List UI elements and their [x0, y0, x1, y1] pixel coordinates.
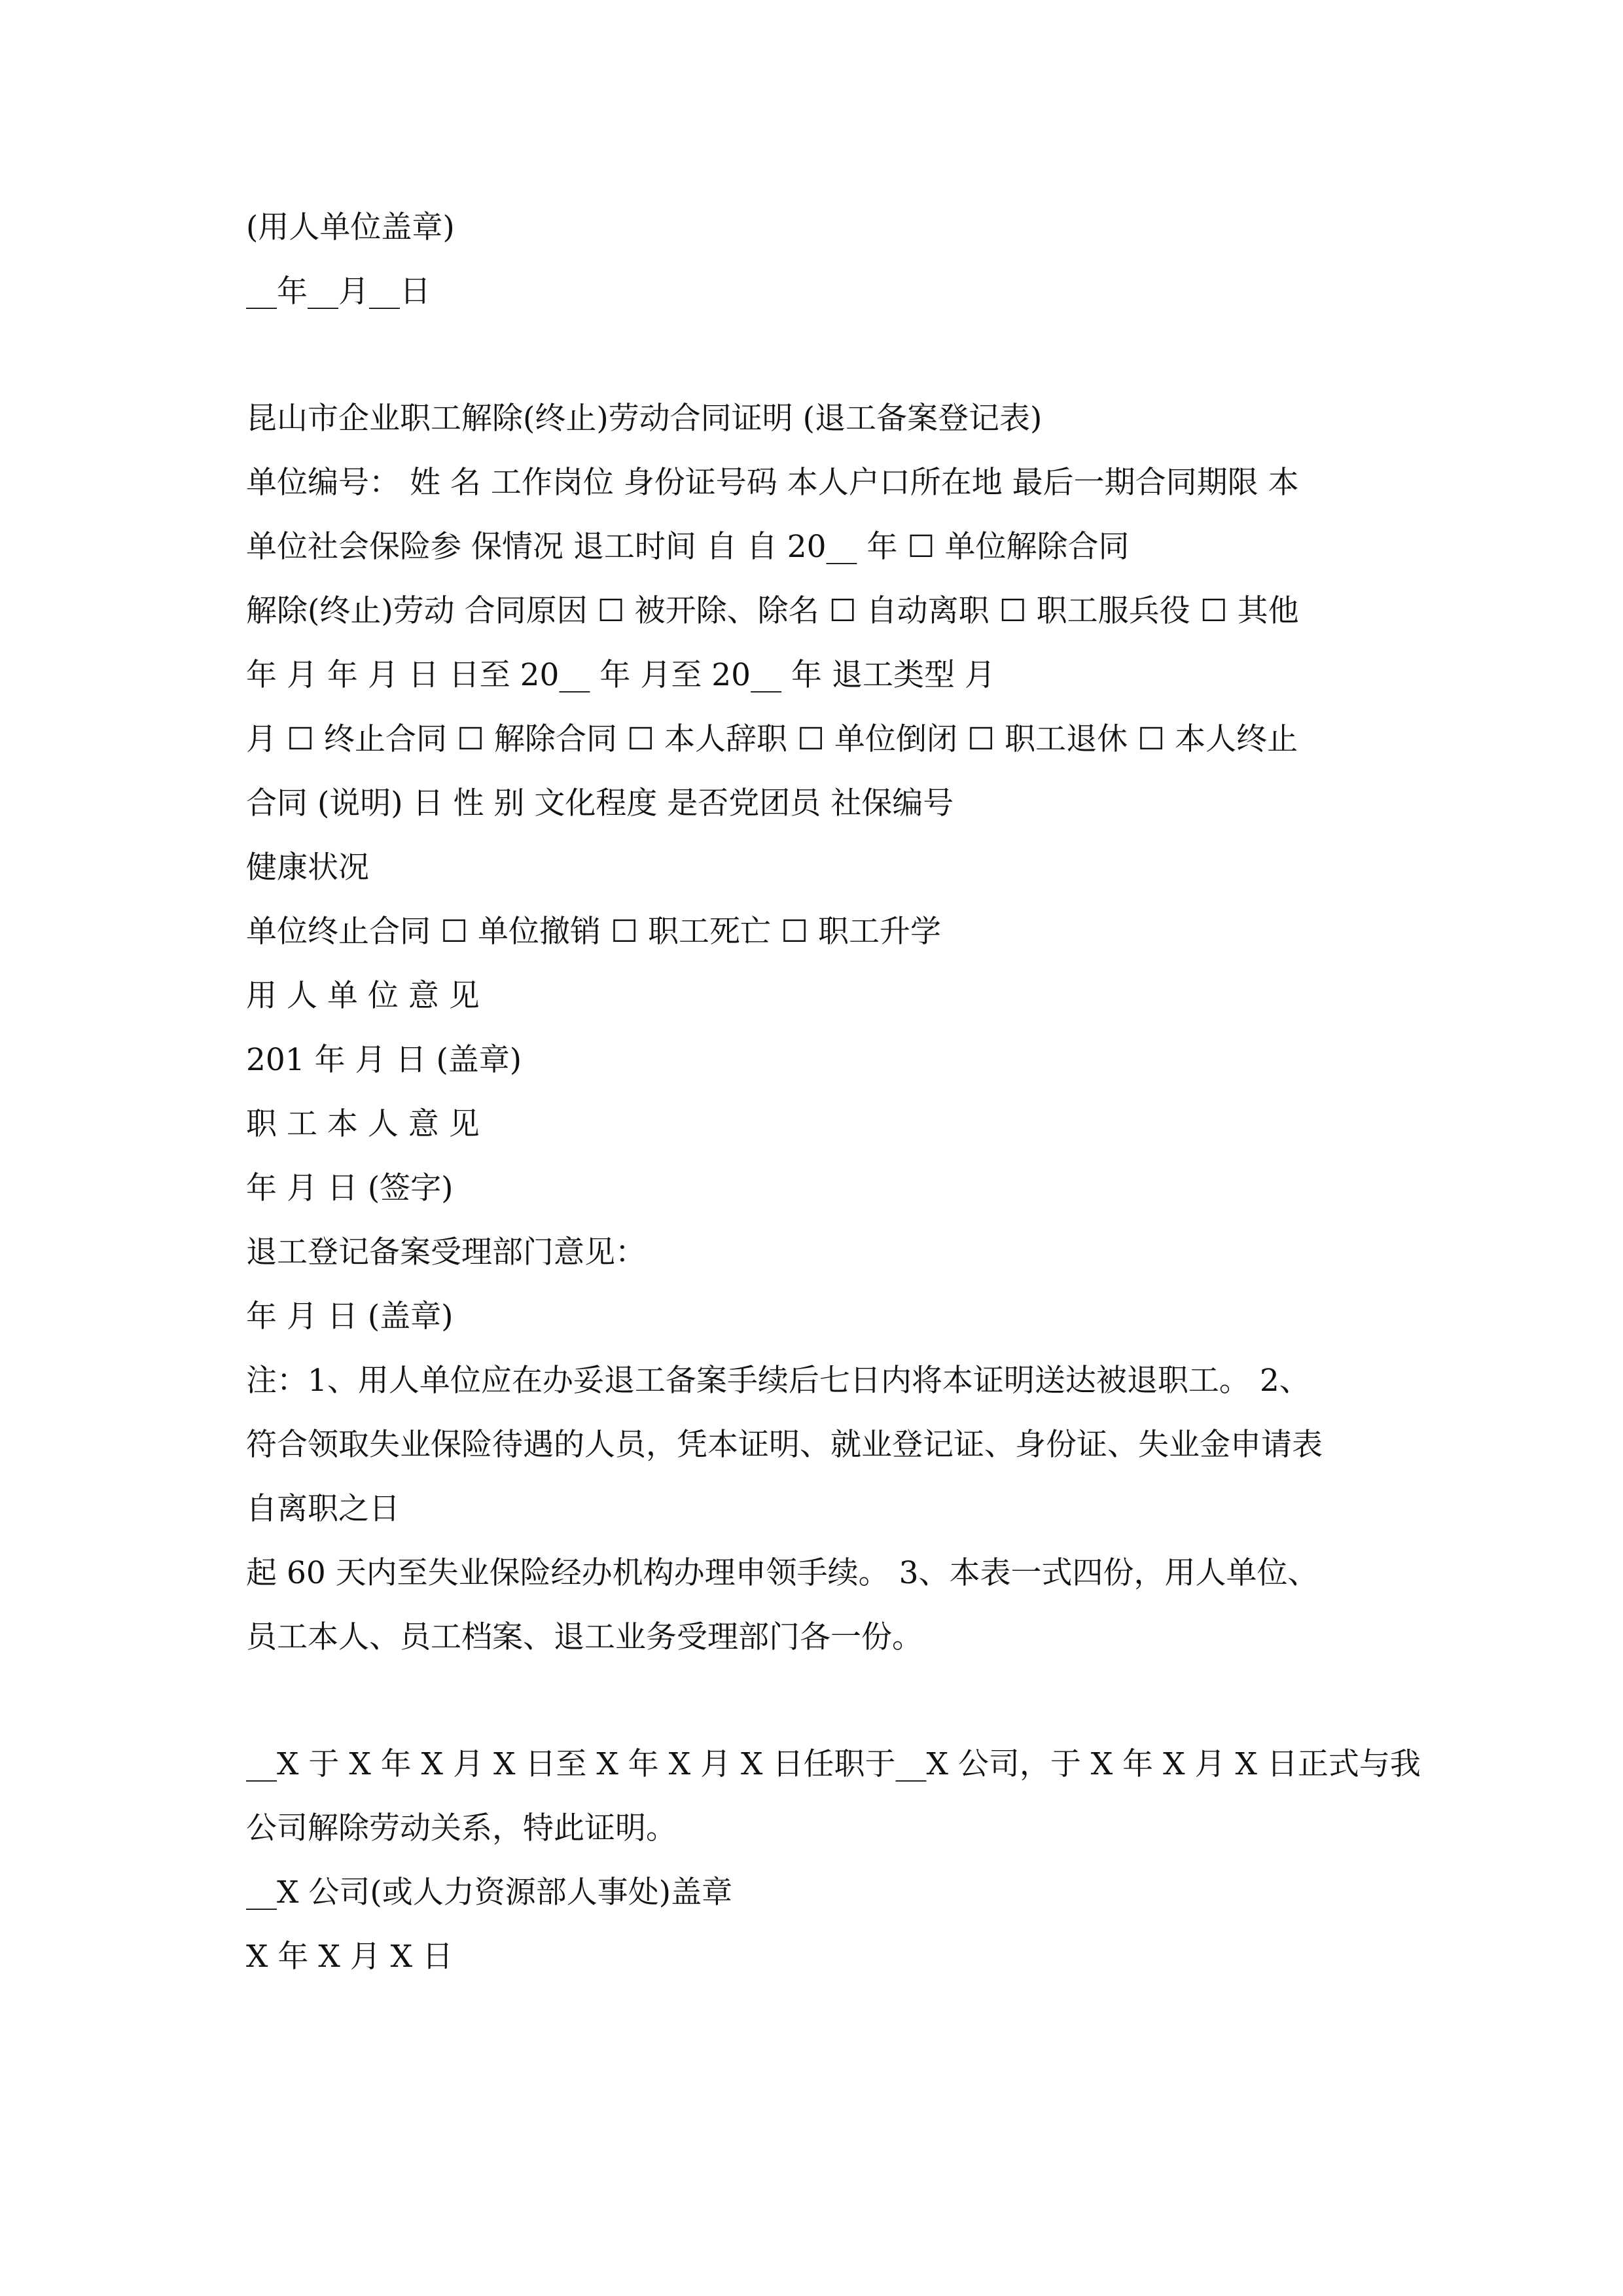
- form-line: 解除(终止)劳动 合同原因 ☐ 被开除、除名 ☐ 自动离职 ☐ 职工服兵役 ☐ 其他: [246, 593, 1299, 629]
- certificate-date: X 年 X 月 X 日: [246, 1939, 454, 1975]
- note-line: 起 60 天内至失业保险经办机构办理申领手续。 3、本表一式四份，用人单位、: [246, 1555, 1319, 1591]
- certificate-company-seal: __X 公司(或人力资源部人事处)盖章: [246, 1874, 733, 1910]
- note-line: 注：1、用人单位应在办妥退工备案手续后七日内将本证明送达被退职工。 2、: [246, 1363, 1310, 1399]
- form-line: 合同 (说明) 日 性 别 文化程度 是否党团员 社保编号: [246, 785, 954, 821]
- form-line: 单位编号： 姓 名 工作岗位 身份证号码 本人户口所在地 最后一期合同期限 本: [246, 465, 1299, 501]
- form-line: 单位终止合同 ☐ 单位撤销 ☐ 职工死亡 ☐ 职工升学: [246, 914, 942, 950]
- date-line: __年__月__日: [246, 274, 431, 310]
- form-line: 健康状况: [246, 850, 369, 886]
- note-line: 自离职之日: [246, 1491, 400, 1527]
- note-line: 员工本人、员工档案、退工业务受理部门各一份。: [246, 1619, 923, 1655]
- form-line: 月 ☐ 终止合同 ☐ 解除合同 ☐ 本人辞职 ☐ 单位倒闭 ☐ 职工退休 ☐ 本人终止: [246, 721, 1298, 757]
- form-line: 单位社会保险参 保情况 退工时间 自 自 20__ 年 ☐ 单位解除合同: [246, 529, 1130, 565]
- employee-date-signature: 年 月 日 (签字): [246, 1170, 454, 1206]
- certificate-line: 公司解除劳动关系，特此证明。: [246, 1810, 677, 1846]
- seal-line: (用人单位盖章): [246, 209, 455, 245]
- certificate-line: __X 于 X 年 X 月 X 日至 X 年 X 月 X 日任职于__X 公司，于 X 年 X 月 X 日正式与我: [246, 1746, 1421, 1782]
- department-date-seal: 年 月 日 (盖章): [246, 1299, 454, 1335]
- form-line: 年 月 年 月 日 日至 20__ 年 月至 20__ 年 退工类型 月: [246, 657, 995, 693]
- note-line: 符合领取失业保险待遇的人员，凭本证明、就业登记证、身份证、失业金申请表: [246, 1427, 1323, 1463]
- department-opinion-label: 退工登记备案受理部门意见：: [246, 1234, 646, 1270]
- employer-opinion-label: 用 人 单 位 意 见: [246, 978, 480, 1014]
- form-title: 昆山市企业职工解除(终止)劳动合同证明 (退工备案登记表): [246, 401, 1043, 437]
- employer-date-seal: 201 年 月 日 (盖章): [246, 1042, 522, 1078]
- employee-opinion-label: 职 工 本 人 意 见: [246, 1106, 480, 1142]
